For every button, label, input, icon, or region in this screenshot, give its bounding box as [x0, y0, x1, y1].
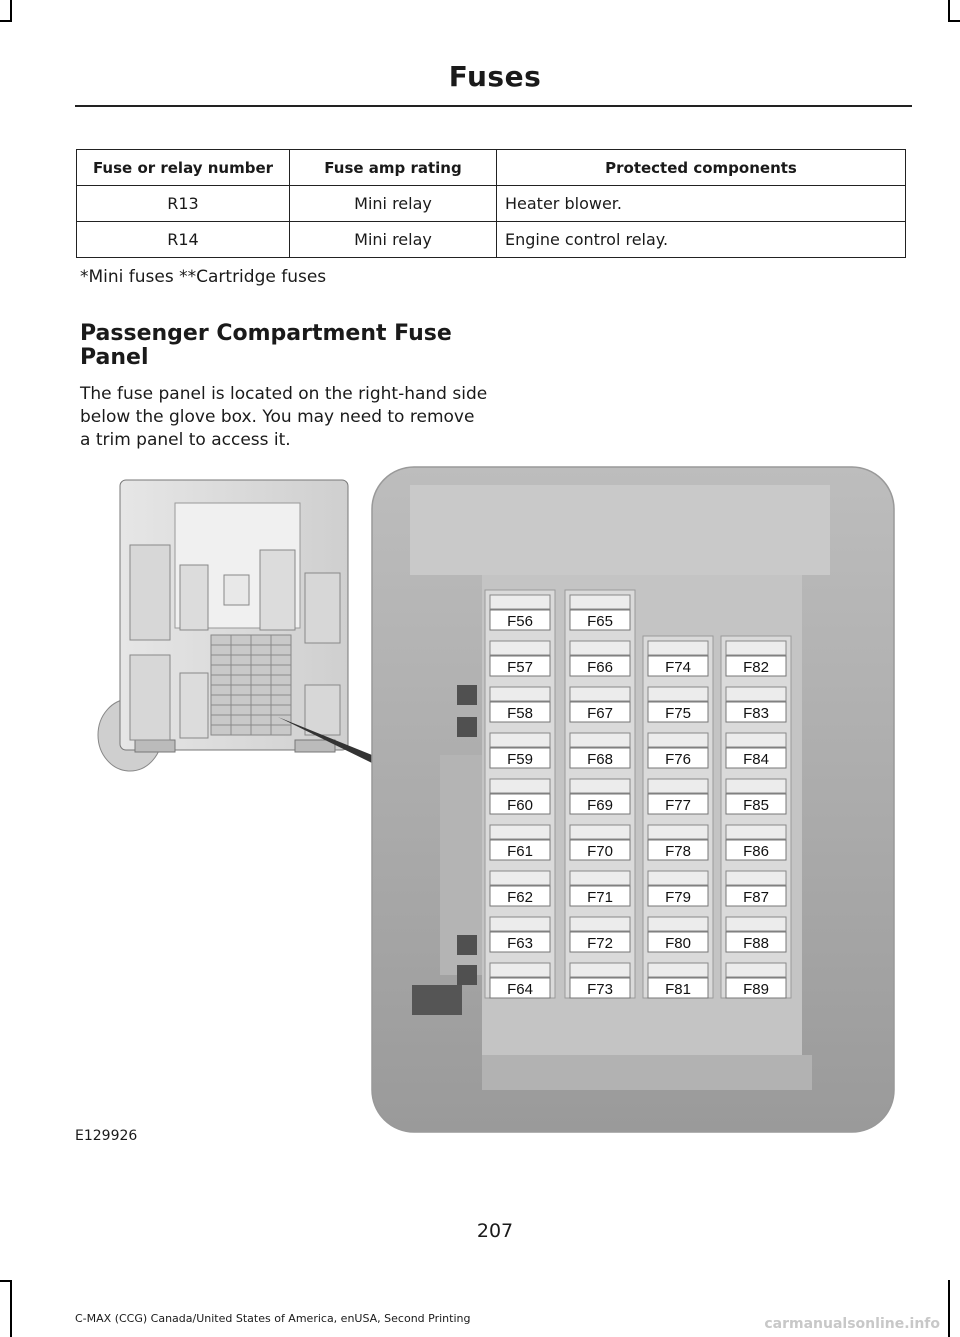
fuse-slot — [726, 687, 786, 701]
fuse-slot — [490, 917, 550, 931]
section-heading: Passenger Compartment Fuse Panel — [80, 321, 452, 370]
fuse-label: F68 — [587, 751, 613, 768]
fuse-label: F81 — [665, 981, 691, 998]
fuse-slot — [570, 641, 630, 655]
fuse-label: F83 — [743, 705, 769, 722]
fuse-label: F88 — [743, 935, 769, 952]
fuse-label: F82 — [743, 659, 769, 676]
fuse-label: F89 — [743, 981, 769, 998]
fuse-label: F76 — [665, 751, 691, 768]
fuse-slot — [570, 687, 630, 701]
column-header: Fuse or relay number — [77, 150, 290, 186]
fuse-slot — [648, 641, 708, 655]
page-number: 207 — [476, 1220, 514, 1242]
fuse-slot — [490, 687, 550, 701]
header-rule — [75, 105, 912, 107]
crop-mark — [948, 0, 950, 22]
fuse-slot — [490, 733, 550, 747]
fuse-label: F73 — [587, 981, 613, 998]
fuse-label: F59 — [507, 751, 533, 768]
fuse-label: F70 — [587, 843, 613, 860]
fuse-slot — [490, 641, 550, 655]
figure-id: E129926 — [75, 1128, 138, 1144]
fuse-label: F77 — [665, 797, 691, 814]
fuse-box-overview — [98, 480, 372, 771]
column-header: Fuse amp rating — [290, 150, 497, 186]
fuse-slot — [648, 687, 708, 701]
fuse-slot — [648, 871, 708, 885]
fuse-label: F67 — [587, 705, 613, 722]
fuse-label: F71 — [587, 889, 613, 906]
table-row — [77, 186, 906, 222]
crop-mark — [0, 1280, 12, 1282]
fuse-label: F79 — [665, 889, 691, 906]
fuse-slot — [490, 595, 550, 609]
table-cell: Heater blower. — [497, 186, 906, 222]
watermark: carmanualsonline.info — [764, 1316, 940, 1332]
fuse-label: F63 — [507, 935, 533, 952]
fuse-slot — [648, 917, 708, 931]
fuse-label: F69 — [587, 797, 613, 814]
fuse-slot — [570, 733, 630, 747]
crop-mark — [10, 0, 12, 22]
fuse-label: F86 — [743, 843, 769, 860]
fuse-panel-figure — [90, 455, 910, 1145]
crop-mark — [10, 1280, 12, 1337]
fuse-label: F56 — [507, 613, 533, 630]
fuse-label: F87 — [743, 889, 769, 906]
fuse-slot — [570, 917, 630, 931]
fuse-table — [76, 149, 906, 258]
fuse-label: F62 — [507, 889, 533, 906]
fuse-slot — [648, 779, 708, 793]
table-cell: Mini relay — [290, 186, 497, 222]
fuse-slot — [726, 779, 786, 793]
fuse-slot — [490, 779, 550, 793]
crop-mark — [0, 20, 12, 22]
fuse-label: F58 — [507, 705, 533, 722]
crop-mark — [948, 1280, 950, 1337]
fuse-slot — [570, 595, 630, 609]
fuse-slot — [726, 733, 786, 747]
table-header-row — [77, 150, 906, 186]
fuse-slot — [648, 825, 708, 839]
fuse-label: F80 — [665, 935, 691, 952]
fuse-slot — [726, 917, 786, 931]
fuse-label: F66 — [587, 659, 613, 676]
fuse-slot — [726, 871, 786, 885]
table-row — [77, 222, 906, 258]
page-title: Fuses — [448, 60, 542, 93]
fuse-slot — [570, 825, 630, 839]
fuse-slot — [570, 779, 630, 793]
footer-text: C-MAX (CCG) Canada/United States of America, enUSA, Second Printing — [75, 1312, 471, 1325]
fuse-label: F57 — [507, 659, 533, 676]
table-cell: R13 — [77, 186, 290, 222]
body-paragraph: The fuse panel is located on the right-hand side below the glove box. You may need to remove a trim panel to access it. — [80, 384, 488, 450]
fuse-label: F72 — [587, 935, 613, 952]
fuse-label: F60 — [507, 797, 533, 814]
fuse-slot — [648, 733, 708, 747]
fuse-slot — [726, 641, 786, 655]
fuse-label: F61 — [507, 843, 533, 860]
fuse-slot — [490, 871, 550, 885]
crop-mark — [948, 20, 960, 22]
fuse-slot — [490, 963, 550, 977]
fuse-slot — [726, 825, 786, 839]
table-cell: R14 — [77, 222, 290, 258]
fuse-label: F78 — [665, 843, 691, 860]
table-cell: Engine control relay. — [497, 222, 906, 258]
fuse-label: F85 — [743, 797, 769, 814]
fuse-slot — [726, 963, 786, 977]
table-cell: Mini relay — [290, 222, 497, 258]
table-footnote: *Mini fuses **Cartridge fuses — [80, 267, 327, 287]
fuse-slot — [648, 963, 708, 977]
column-header: Protected components — [497, 150, 906, 186]
fuse-slot — [570, 963, 630, 977]
fuse-label: F64 — [507, 981, 533, 998]
fuse-label: F75 — [665, 705, 691, 722]
fuse-label: F74 — [665, 659, 691, 676]
fuse-label: F65 — [587, 613, 613, 630]
fuse-slot — [490, 825, 550, 839]
fuse-slot — [570, 871, 630, 885]
fuse-label: F84 — [743, 751, 769, 768]
